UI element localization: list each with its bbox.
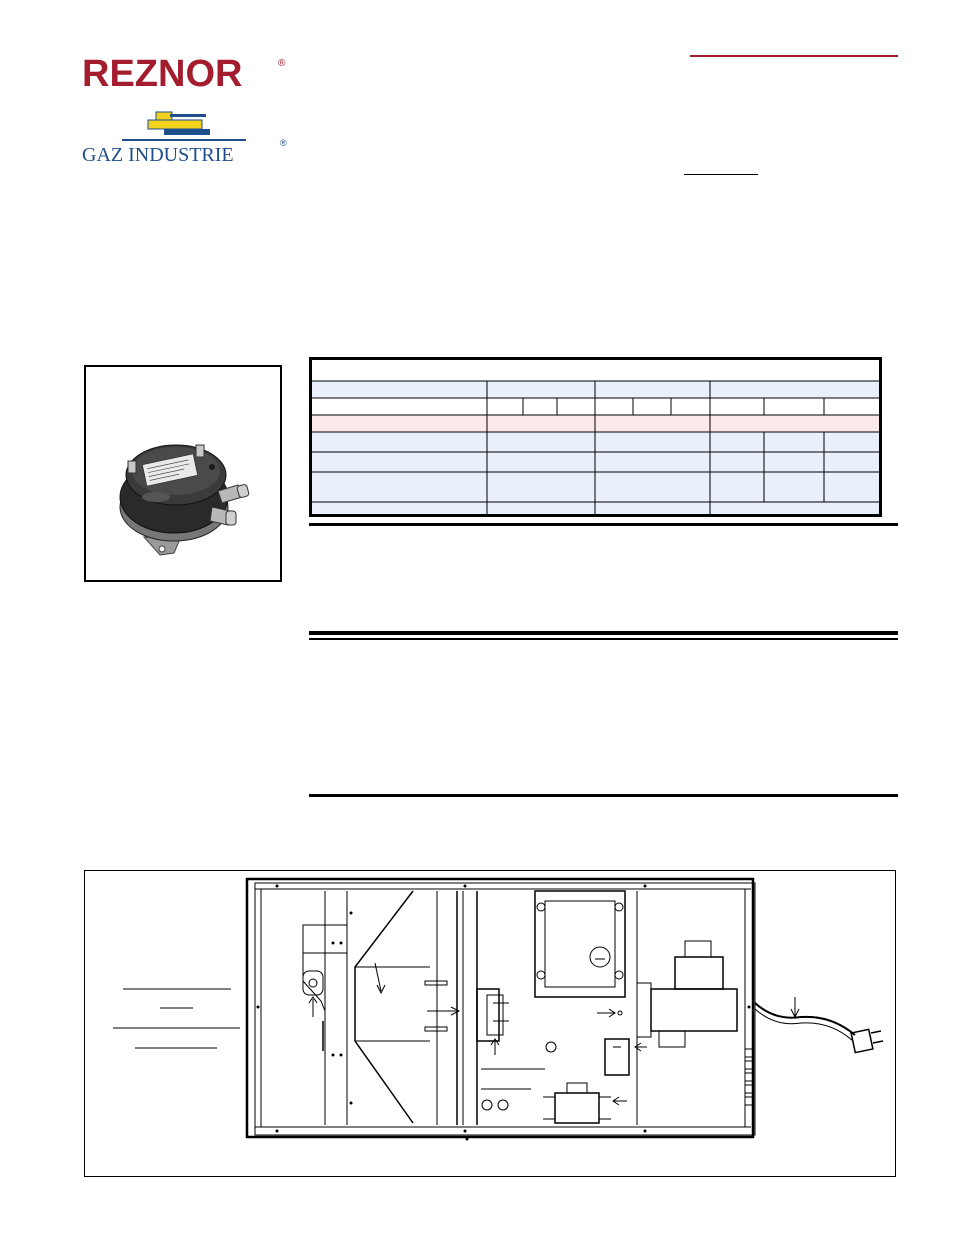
header-rule <box>690 55 898 57</box>
header-underline <box>684 174 758 175</box>
sub-brand-name: GAZ INDUSTRIE <box>82 144 234 166</box>
specification-table-grid <box>312 360 879 514</box>
brand-name: REZNOR <box>82 53 243 95</box>
heater-drawing-frame <box>84 870 896 1177</box>
gaz-industrie-mark-icon <box>122 104 252 146</box>
pressure-switch-photo-frame <box>84 365 282 582</box>
heater-cutaway-drawing <box>85 871 895 1176</box>
specification-table <box>309 357 882 517</box>
section-rule-thick-top <box>309 631 898 635</box>
pressure-switch-icon <box>86 367 280 580</box>
sub-brand-registered-mark: ® <box>280 138 287 148</box>
company-logo <box>82 54 292 166</box>
table-bottom-rule <box>309 523 898 526</box>
registered-mark: ® <box>278 58 286 69</box>
section-rule-bottom <box>309 794 898 797</box>
section-rule-thin-top <box>309 638 898 640</box>
